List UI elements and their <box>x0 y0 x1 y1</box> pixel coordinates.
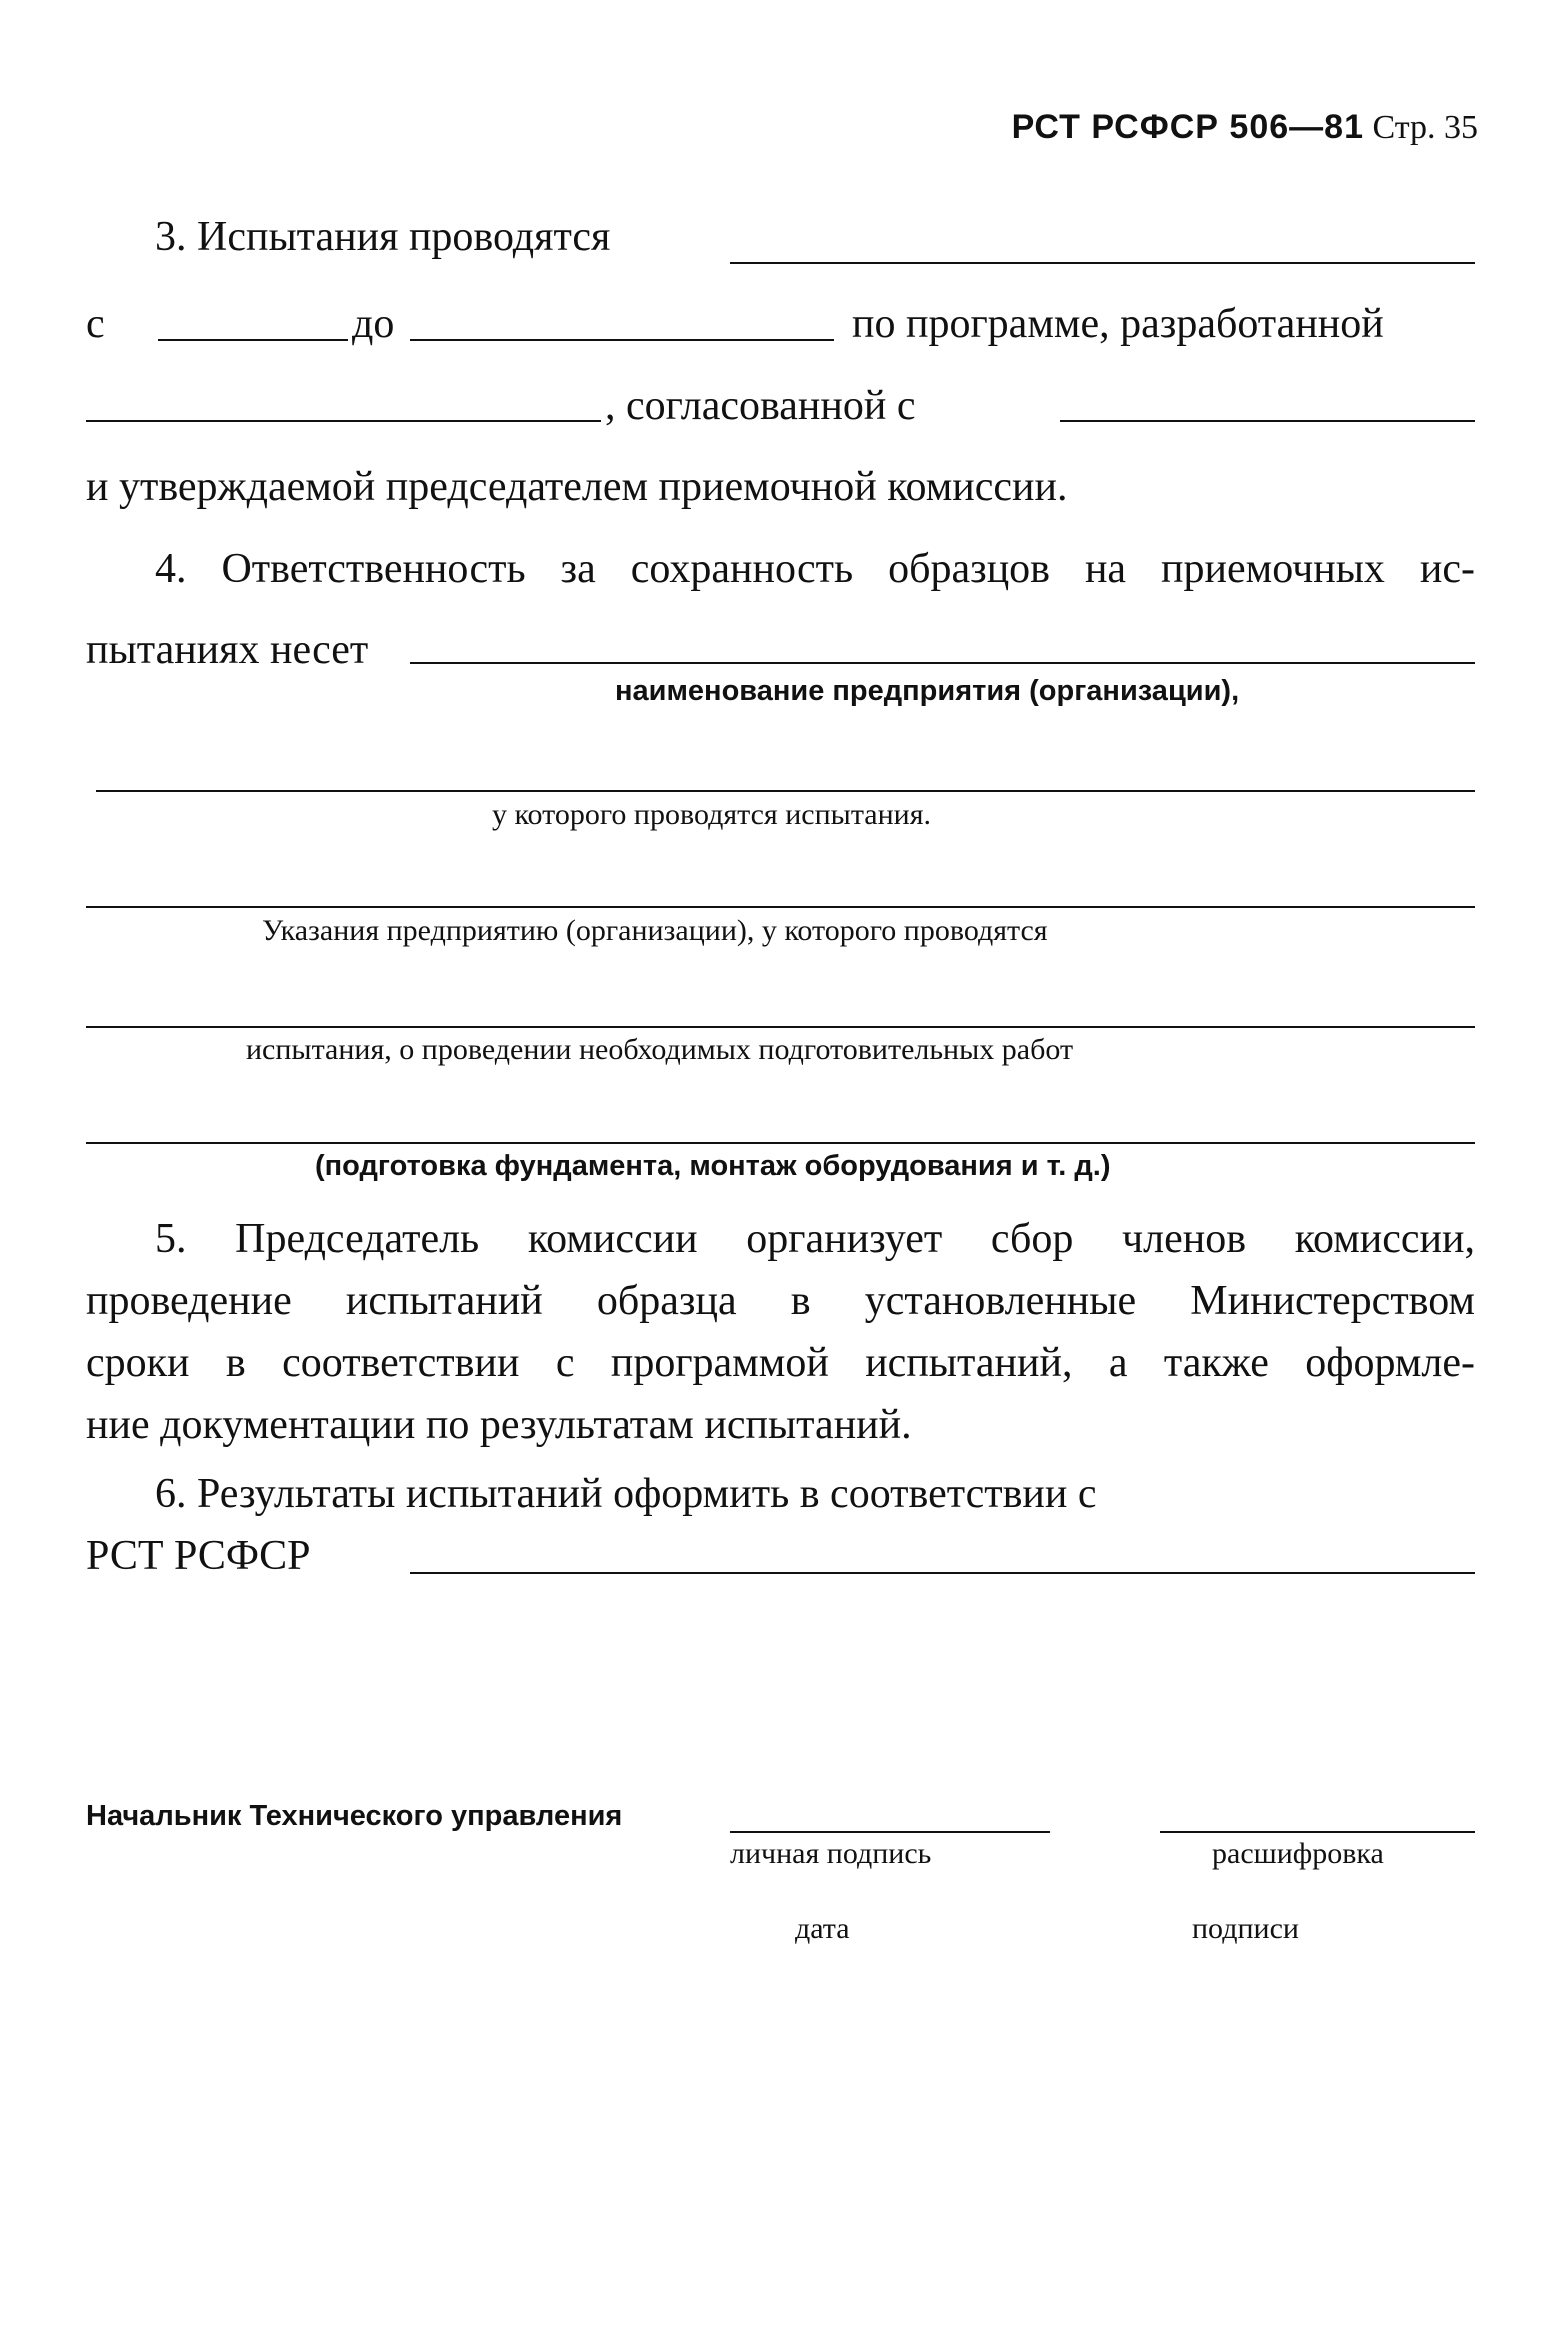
item4-line1: 4. Ответственность за сохранность образцов на приемочных ис- <box>155 546 1475 592</box>
item3-by-program: по программе, разработанной <box>852 301 1384 347</box>
caption-preparation: (подготовка фундамента, монтаж оборудования и т. д.) <box>315 1150 1111 1182</box>
standard-number: РСТ РСФСР 506—81 <box>1011 108 1364 146</box>
item5-line2: проведение испытаний образца в установленные Министерством <box>86 1278 1475 1324</box>
item3-line1: 3. Испытания проводятся <box>155 214 611 260</box>
item5-line3: сроки в соответствии с программой испытаний, а также оформле- <box>86 1340 1475 1386</box>
caption-instructions-1: Указания предприятию (организации), у которого проводятся <box>262 914 1048 947</box>
blank-line-developer <box>86 420 601 422</box>
item3-agreed: , согласованной с <box>605 383 916 429</box>
blank-line-standard-number <box>410 1572 1475 1574</box>
caption-organization: наименование предприятия (организации), <box>615 675 1240 707</box>
caption-date: дата <box>795 1912 850 1945</box>
item3-to: до <box>352 301 395 347</box>
blank-line-instructions-2 <box>86 1026 1475 1028</box>
item6-line1: 6. Результаты испытаний оформить в соответствии с <box>155 1471 1097 1517</box>
caption-signature-word: подписи <box>1192 1912 1299 1945</box>
item3-from: с <box>86 301 105 347</box>
blank-line-org <box>96 790 1475 792</box>
item5-line1: 5. Председатель комиссии организует сбор членов комиссии, <box>155 1216 1475 1262</box>
blank-line-date-from <box>158 339 348 341</box>
page-number: Стр. 35 <box>1372 109 1478 146</box>
blank-line-preparation <box>86 1142 1475 1144</box>
item4-line2: пытаниях несет <box>86 627 369 673</box>
blank-line-responsible <box>410 662 1475 664</box>
signature-line <box>730 1831 1050 1833</box>
caption-decoding: расшифровка <box>1212 1837 1384 1870</box>
page-header <box>1012 108 1478 147</box>
item6-line2: РСТ РСФСР <box>86 1533 311 1579</box>
blank-line-instructions-1 <box>86 906 1475 908</box>
signature-title: Начальник Технического управления <box>86 1800 623 1832</box>
blank-line-agreed-with <box>1060 420 1475 422</box>
blank-line-tests-place <box>730 262 1475 264</box>
caption-personal-signature: личная подпись <box>730 1837 932 1870</box>
decoding-line <box>1160 1831 1475 1833</box>
item3-approved: и утверждаемой председателем приемочной комиссии. <box>86 464 1068 510</box>
item5-line4: ние документации по результатам испытаний. <box>86 1402 912 1448</box>
caption-where: у которого проводятся испытания. <box>492 798 932 831</box>
caption-instructions-2: испытания, о проведении необходимых подготовительных работ <box>246 1033 1074 1066</box>
blank-line-date-to <box>410 339 834 341</box>
